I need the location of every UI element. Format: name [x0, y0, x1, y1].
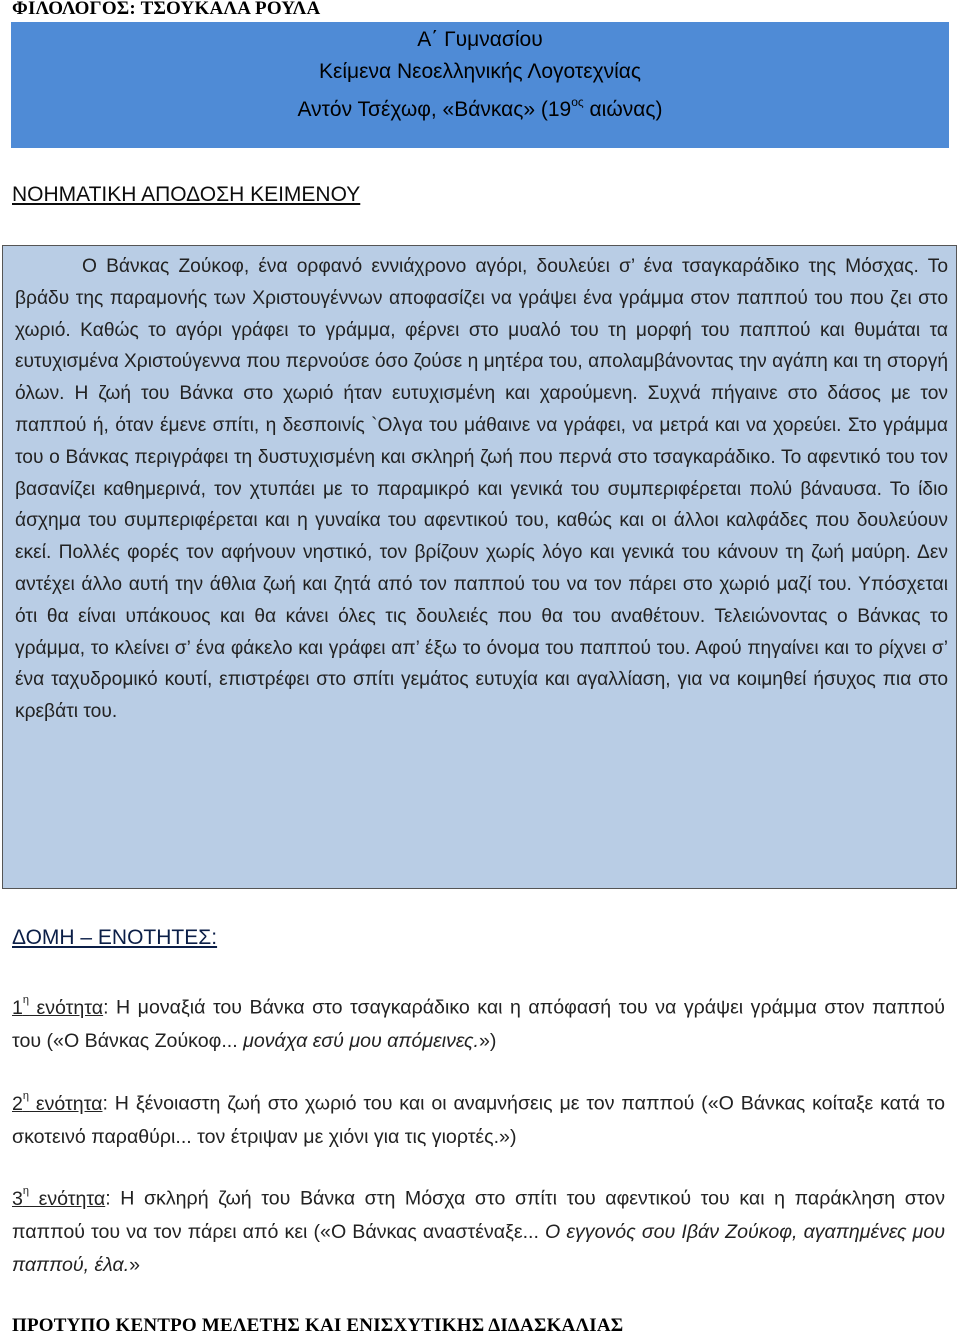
unit-1-quote: μονάχα εσύ μου απόμεινες.	[243, 1029, 479, 1052]
unit-3-end: »	[129, 1253, 141, 1276]
institution-footer: ΠΡΟΤΥΠΟ ΚΕΝΤΡΟ ΜΕΛΕΤΗΣ ΚΑΙ ΕΝΙΣΧΥΤΙΚΗΣ ΔΙΔΑΣΚΑΛΙΑΣ	[12, 1315, 624, 1336]
title-box	[11, 22, 949, 148]
unit-1-text: : Η μοναξιά του Βάνκα στο τσαγκαράδικο και η απόφασή του να γράψει γράμμα στον παππού του («Ο Βάνκας Ζούκοφ...	[12, 996, 945, 1052]
summary-text: Ο Βάνκας Ζούκοφ, ένα ορφανό εννιάχρονο αγόρι, δουλεύει σ’ ένα τσαγκαράδικο της Μόσχας. Το βράδυ της παραμονής των Χριστουγέννων αποφασίζει να γράψει ένα γράμμα στον παππού του που ζει στο χωριό. Καθώς το αγόρι γράφει το γράμμα, φέρνει στο μυαλό του τη μορφή του παππού και θυμάται τα ευτυχισμένα Χριστούγεννα που περνούσε όσο ζούσε η μητέρα του, απολαμβάνοντας την αγάπη και τη στοργή όλων. Η ζωή του Βάνκα στο χωριό ήταν ευτυχισμένη και χαρούμενη. Συχνά πήγαινε στο δάσος με τον παππού ή, όταν έμενε σπίτι, η δεσποινίς `Ολγα του μάθαινε να γράφει, να μετρά και να χορεύει. Στο γράμμα του ο Βάνκας περιγράφει τη δυστυχισμένη και σκληρή ζωή που περνά στο τσαγκαράδικο. Το αφεντικό του τον βασανίζει καθημερινά, τον χτυπάει με το παραμικρό και γενικά του συμπεριφέρεται πολύ βάναυσα. Το ίδιο άσχημα του συμπεριφέρεται και η γυναίκα του αφεντικού του, καθώς και οι άλλοι καλφάδες που δουλεύουν εκεί. Πολλές φορές τον αφήνουν νηστικό, τον βρίζουν χωρίς λόγο και γενικά του κάνουν τη ζωή μαύρη. Δεν αντέχει άλλο αυτή την άθλια ζωή και ζητά από τον παππού του να τον πάρει στο χωριό μαζί του. Υπόσχεται ότι θα είναι υπάκουος και θα κάνει όλες τις δουλειές που θα του αναθέτουν. Τελειώνοντας ο Βάνκας το γράμμα, το κλείνει σ’ ένα φάκελο και γράφει απ’ έξω το όνομα του παππού του. Αφού πηγαίνει και το ρίχνει σ’ ένα ταχυδρομικό κουτί, επιστρέφει στο σπίτι γεμάτος ευτυχία και αγαλλίαση, για να κοιμηθεί ήσυχος πια στο κρεβάτι του.	[15, 256, 948, 723]
structure-heading: ΔΟΜΗ – ΕΝΟΤΗΤΕΣ:	[12, 926, 218, 949]
teacher-header: ΦΙΛΟΛΟΓΟΣ: ΤΣΟΥΚΑΛΑ ΡΟΥΛΑ	[12, 0, 321, 19]
unit-3-text: : Η σκληρή ζωή του Βάνκα στη Μόσχα στο σπίτι του αφεντικού του και η παράκληση στον παππού του να τον πάρει από κει («Ο Βάνκας αναστέναξε...	[12, 1187, 945, 1243]
work-title-prefix: Αντόν Τσέχωφ, «Βάνκας» (19	[297, 98, 572, 121]
subject-title: Κείμενα Νεοελληνικής Λογοτεχνίας	[318, 60, 642, 83]
unit-3-quote: Ο εγγονός σου Ιβάν Ζούκοφ, αγαπημένες μου παππού, έλα.	[12, 1220, 945, 1276]
unit-2	[12, 1083, 945, 1154]
unit-3	[12, 1178, 945, 1282]
unit-2-text: : Η ξένοιαστη ζωή στο χωριό του και οι αναμνήσεις με τον παππού («Ο Βάνκας κοίταξε κατά το σκοτεινό παραθύρι... τον έτριψαν με χιόνι για τις γιορτές.»)	[12, 1092, 945, 1148]
unit-1-end: »)	[478, 1029, 497, 1052]
work-title-sup: ος	[571, 95, 584, 109]
unit-3-label: $3^\eta$ ενότητα	[12, 1185, 106, 1210]
work-title	[11, 88, 949, 126]
grade-title: Α΄ Γυμνασίου	[417, 28, 543, 51]
summary-heading: ΝΟΗΜΑΤΙΚΗ ΑΠΟΔΟΣΗ ΚΕΙΜΕΝΟΥ	[12, 183, 361, 206]
work-title-suffix: αιώνας)	[583, 98, 663, 121]
summary-box	[2, 245, 957, 889]
unit-1-label: $1^\eta$ ενότητα	[12, 994, 104, 1019]
unit-1	[12, 987, 945, 1058]
unit-2-label: $2^\eta$ ενότητα	[12, 1090, 103, 1115]
